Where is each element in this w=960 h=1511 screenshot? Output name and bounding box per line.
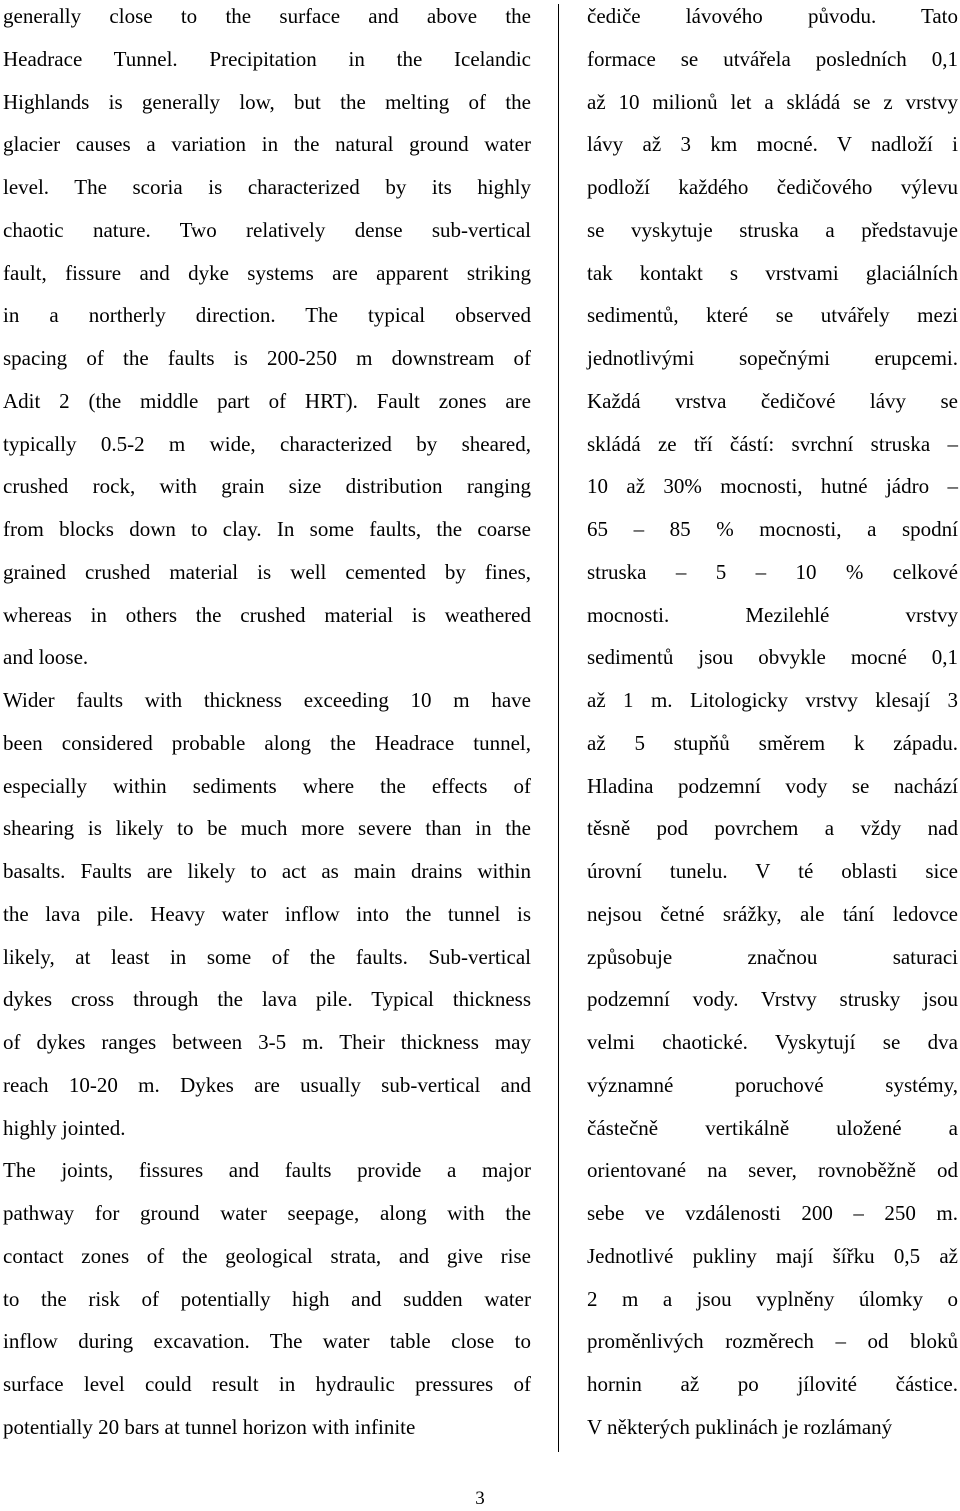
text-line: glacier causes a variation in the natural ground water <box>3 132 531 157</box>
text-line: Adit 2 (the middle part of HRT). Fault zones are <box>3 388 531 413</box>
text-line: způsobuje značnou saturaci <box>587 944 958 969</box>
text-line: and loose. <box>3 645 89 670</box>
text-line: Každá vrstva čedičové lávy se <box>587 388 958 413</box>
text-line: whereas in others the crushed material is weathered <box>3 602 531 627</box>
text-line: se vyskytuje struska a představuje <box>587 217 958 242</box>
text-line: Jednotlivé pukliny mají šířku 0,5 až <box>587 1243 958 1268</box>
text-line: chaotic nature. Two relatively dense sub-vertical <box>3 217 531 242</box>
text-line: basalts. Faults are likely to act as main drains within <box>3 859 531 883</box>
text-line: Hladina podzemní vody se nachází <box>587 773 958 798</box>
text-line: mocnosti. Mezilehlé vrstvy <box>587 602 958 627</box>
text-line: potentially 20 bars at tunnel horizon with infinite <box>3 1414 416 1439</box>
text-line: 10 až 30% mocnosti, hutné jádro – <box>587 474 958 499</box>
text-line: struska – 5 – 10 % celkové <box>587 559 958 584</box>
text-line: the lava pile. Heavy water inflow into the tunnel is <box>3 901 531 926</box>
text-line: in a northerly direction. The typical observed <box>3 303 531 328</box>
text-line: jednotlivými sopečnými erupcemi. <box>587 346 958 370</box>
english-text-column <box>3 0 531 1454</box>
text-line: Headrace Tunnel. Precipitation in the Icelandic <box>3 46 531 71</box>
text-line: likely, at least in some of the faults. Sub-vertical <box>3 944 531 969</box>
text-line: podloží každého čedičového výlevu <box>587 175 958 199</box>
text-line: V některých puklinách je rozlámaný <box>587 1414 893 1439</box>
text-line: proměnlivých rozměrech – od bloků <box>587 1329 958 1354</box>
text-line: částečně vertikálně uložené a <box>587 1115 958 1140</box>
text-line: sebe ve vzdálenosti 200 – 250 m. <box>587 1201 958 1225</box>
page-number: 3 <box>475 1488 485 1509</box>
text-line: čediče lávového původu. Tato <box>587 4 958 28</box>
czech-text-column <box>587 0 958 1454</box>
text-line: skládá ze tří částí: svrchní struska – <box>587 431 958 456</box>
text-line: až 10 milionů let a skládá se z vrstvy <box>587 89 958 114</box>
text-line: dykes cross through the lava pile. Typical thickness <box>3 987 531 1012</box>
text-line: spacing of the faults is 200-250 m downstream of <box>3 346 531 370</box>
text-line: nejsou četné srážky, ale tání ledovce <box>587 901 958 926</box>
text-line: shearing is likely to be much more severe than in the <box>3 816 531 841</box>
text-line: been considered probable along the Headrace tunnel, <box>3 730 531 755</box>
text-line: úrovní tunelu. V té oblasti sice <box>587 859 958 883</box>
text-line: typically 0.5-2 m wide, characterized by sheared, <box>3 431 531 456</box>
text-line: inflow during excavation. The water table close to <box>3 1329 531 1354</box>
text-line: až 5 stupňů směrem k západu. <box>587 730 958 755</box>
text-line: až 1 m. Litologicky vrstvy klesají 3 <box>587 688 958 712</box>
text-line: generally close to the surface and above the <box>3 4 531 28</box>
text-line: 65 – 85 % mocnosti, a spodní <box>587 517 958 541</box>
text-line: surface level could result in hydraulic pressures of <box>3 1372 531 1396</box>
text-line: Wider faults with thickness exceeding 10 m have <box>3 688 531 712</box>
text-line: of dykes ranges between 3-5 m. Their thickness may <box>3 1030 531 1054</box>
text-line: těsně pod povrchem a vždy nad <box>587 816 958 841</box>
text-line: formace se utvářela posledních 0,1 <box>587 46 958 71</box>
text-line: pathway for ground water seepage, along with the <box>3 1201 531 1225</box>
text-line: hornin až po jílovité částice. <box>587 1372 958 1396</box>
text-line: fault, fissure and dyke systems are apparent striking <box>3 260 531 285</box>
text-line: to the risk of potentially high and sudden water <box>3 1286 531 1311</box>
text-line: The joints, fissures and faults provide a major <box>3 1158 531 1183</box>
text-line: podzemní vody. Vrstvy strusky jsou <box>587 987 958 1012</box>
text-line: orientované na sever, rovnoběžně od <box>587 1158 958 1183</box>
text-line: reach 10-20 m. Dykes are usually sub-vertical and <box>3 1072 531 1097</box>
text-line: sedimentů, které se utvářely mezi <box>587 303 958 328</box>
text-line: contact zones of the geological strata, and give rise <box>3 1243 531 1268</box>
text-line: level. The scoria is characterized by its highly <box>3 175 531 199</box>
text-line: lávy až 3 km mocné. V nadloží i <box>587 132 958 157</box>
text-line: tak kontakt s vrstvami glaciálních <box>587 260 958 285</box>
text-line: especially within sediments where the effects of <box>3 773 531 798</box>
text-line: velmi chaotické. Vyskytují se dva <box>587 1030 958 1054</box>
text-line: 2 m a jsou vyplněny úlomky o <box>587 1286 958 1311</box>
text-line: highly jointed. <box>3 1115 126 1140</box>
text-line: crushed rock, with grain size distribution ranging <box>3 474 531 499</box>
text-line: Highlands is generally low, but the melting of the <box>3 89 531 114</box>
text-line: významné poruchové systémy, <box>587 1072 958 1097</box>
text-line: from blocks down to clay. In some faults, the coarse <box>3 517 531 541</box>
column-divider <box>558 4 559 1452</box>
text-line: sedimentů jsou obvykle mocné 0,1 <box>587 645 958 670</box>
text-line: grained crushed material is well cemented by fines, <box>3 559 531 584</box>
